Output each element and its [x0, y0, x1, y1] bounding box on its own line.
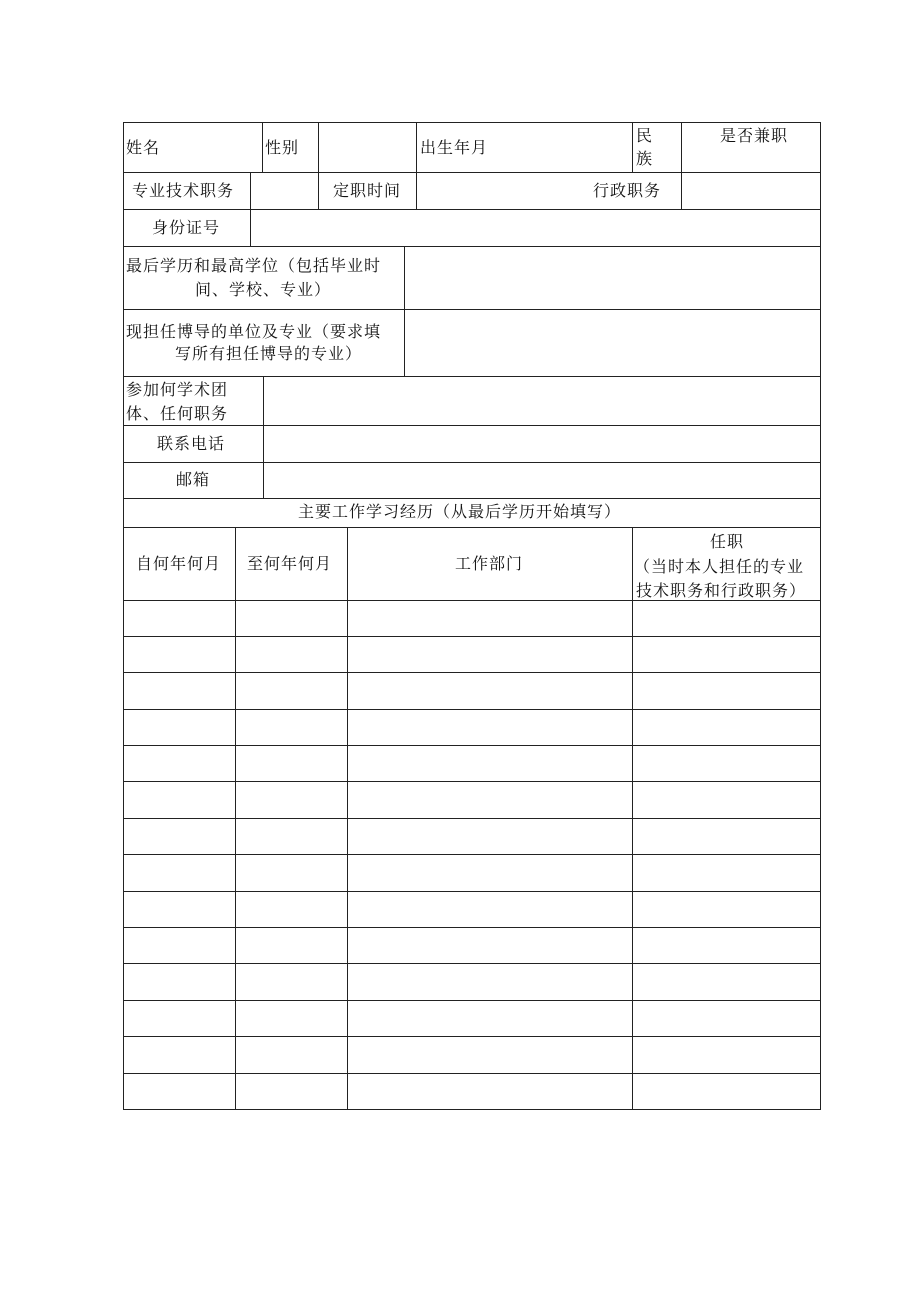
divider-history-row — [123, 927, 821, 928]
supervisor-label-line1: 现担任博导的单位及专业（要求填 — [126, 322, 382, 341]
history-col-post-line1: 任职 — [710, 532, 745, 551]
name-label: 姓名 — [126, 138, 161, 157]
academic-label-line2: 体、任何职务 — [126, 404, 229, 423]
divider-history-row — [123, 745, 821, 746]
email-input[interactable] — [264, 463, 820, 498]
phone-label: 联系电话 — [157, 434, 226, 453]
divider-history-row — [123, 636, 821, 637]
phone-input[interactable] — [264, 426, 820, 462]
professional-title-label: 专业技术职务 — [132, 181, 235, 200]
name-input[interactable] — [163, 123, 262, 172]
admin-post-label: 行政职务 — [593, 181, 662, 200]
gender-label: 性别 — [265, 138, 300, 157]
professional-title-input[interactable] — [251, 173, 318, 209]
divider-history-row — [123, 854, 821, 855]
email-label: 邮箱 — [176, 470, 211, 489]
divider-history-row — [123, 963, 821, 964]
education-input[interactable] — [405, 247, 820, 309]
row1-divider — [632, 122, 633, 172]
admin-post-input[interactable] — [682, 173, 820, 209]
ethnicity-label-line1: 民 — [636, 126, 654, 145]
divider-history-row — [123, 1036, 821, 1037]
divider-history-row — [123, 1073, 821, 1074]
divider-history-row — [123, 781, 821, 782]
border-right — [820, 122, 821, 1110]
divider-history-row — [123, 672, 821, 673]
history-col-post-line2: （当时本人担任的专业 — [634, 557, 805, 576]
education-label-line1: 最后学历和最高学位（包括毕业时 — [126, 256, 382, 275]
id-number-label: 身份证号 — [152, 218, 221, 237]
birth-date-label: 出生年月 — [420, 138, 489, 157]
supervisor-input[interactable] — [405, 310, 820, 376]
history-col-divider — [632, 527, 633, 1109]
academic-label-line1: 参加何学术团 — [126, 380, 229, 399]
gender-input[interactable] — [319, 123, 416, 172]
title-date-input[interactable] — [417, 173, 587, 209]
history-col-post-line3: 技术职务和行政职务） — [636, 581, 807, 600]
concurrent-input[interactable] — [682, 148, 820, 172]
divider-row8 — [123, 498, 821, 499]
history-col-to: 至何年何月 — [247, 554, 333, 573]
divider-history-row — [123, 891, 821, 892]
title-date-label: 定职时间 — [333, 181, 402, 200]
ethnicity-label-line2: 族 — [636, 149, 654, 168]
divider-history-row — [123, 1000, 821, 1001]
border-left — [123, 122, 124, 1110]
history-col-from: 自何年何月 — [136, 554, 222, 573]
history-col-divider — [347, 527, 348, 1109]
row2-divider — [318, 172, 319, 209]
border-bottom — [123, 1109, 821, 1110]
divider-history-title — [123, 527, 821, 528]
id-number-input[interactable] — [251, 210, 820, 246]
supervisor-label-line2: 写所有担任博导的专业） — [175, 344, 363, 363]
history-section-title: 主要工作学习经历（从最后学历开始填写） — [298, 502, 622, 521]
row1-divider — [262, 122, 263, 172]
academic-input[interactable] — [264, 377, 820, 425]
birth-date-input[interactable] — [500, 123, 632, 172]
history-col-divider — [235, 527, 236, 1109]
row1-divider — [416, 122, 417, 172]
divider-history-row — [123, 818, 821, 819]
concurrent-label: 是否兼职 — [720, 126, 789, 145]
divider-history-row — [123, 709, 821, 710]
history-col-dept: 工作部门 — [455, 554, 524, 573]
education-label-line2: 间、学校、专业） — [195, 280, 332, 299]
